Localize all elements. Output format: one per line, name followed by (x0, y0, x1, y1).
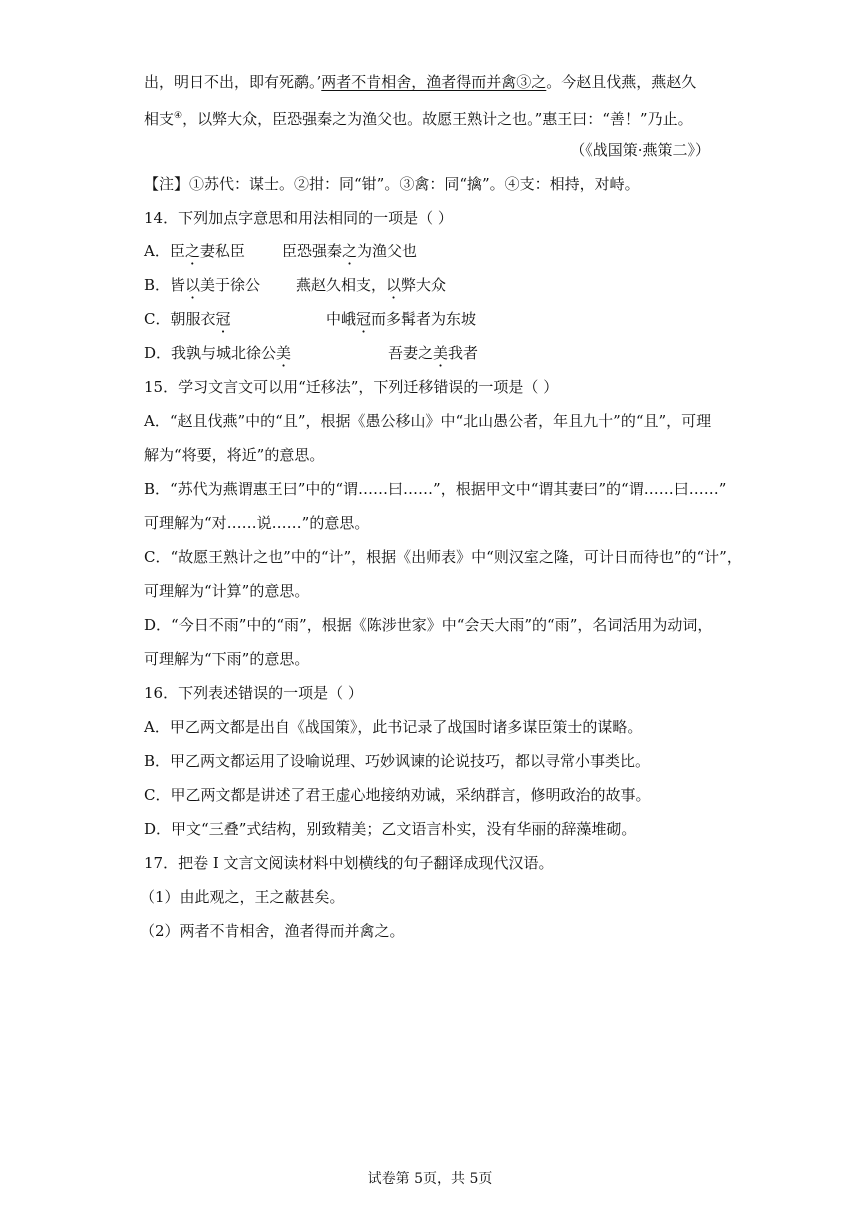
option-text: D．我孰与城北徐公 (144, 344, 277, 362)
q14-option-d (144, 343, 291, 363)
q15-option-b: B．“苏代为燕谓惠王曰”中的“谓……曰……”，根据甲文中“谓其妻曰”的“谓……曰……” (144, 480, 727, 498)
underlined-sentence: 两者不肯相舍，渔者得而并禽③之 (321, 73, 547, 91)
passage-text: 出，明日不出，即有死鹬。’ (144, 73, 322, 91)
q15-option-d-cont: 可理解为“下雨”的意思。 (144, 650, 310, 668)
notes: 【注】①苏代：谋士。②拑：同“钳”。③禽：同“擒”。④支：相持，对峙。 (144, 175, 640, 193)
q16-option-a: A．甲乙两文都是出自《战国策》，此书记录了战国时诸多谋臣策士的谋略。 (144, 718, 643, 736)
q15-option-a-cont: 解为“将要，将近”的意思。 (144, 446, 325, 464)
dotted-char: 冠 (356, 310, 372, 328)
option-text: 臣恐强秦 (282, 242, 343, 260)
option-text: 而多髯者为东坡 (371, 310, 477, 328)
q14-option-a (144, 241, 245, 261)
dotted-char: 冠 (215, 310, 231, 328)
passage-source: （《战国策·燕策二》） (570, 141, 710, 159)
question-17-stem: 17．把卷 I 文言文阅读材料中划横线的句子翻译成现代汉语。 (144, 854, 554, 872)
q14-option-a-compare (282, 241, 417, 261)
passage-text: 相支 (144, 110, 175, 128)
page-footer: 试卷第 5页，共 5页 (367, 1171, 493, 1187)
q14-option-c-compare (326, 309, 476, 329)
q17-sentence-1: （1）由此观之，王之蔽甚矣。 (140, 888, 345, 906)
option-text: 为渔父也 (357, 242, 418, 260)
footnote-marker: ④ (174, 111, 183, 121)
question-14-stem: 14．下列加点字意思和用法相同的一项是（ ） (144, 209, 453, 227)
dotted-char: 之 (342, 242, 358, 260)
option-text: 妻私臣 (199, 242, 245, 260)
dotted-char: 以 (386, 276, 402, 294)
q15-option-a: A．“赵且伐燕”中的“且”，根据《愚公移山》中“北山愚公者，年且九十”的“且”，可理 (144, 412, 712, 430)
q17-sentence-2: （2）两者不肯相舍，渔者得而并禽之。 (140, 922, 405, 940)
q14-option-b (144, 275, 260, 295)
q15-option-c: C．“故愿王熟计之也”中的“计”，根据《出师表》中“则汉室之隆，可计日而待也”的“计”， (144, 548, 742, 566)
q15-option-b-cont: 可理解为“对……说……”的意思。 (144, 514, 370, 532)
option-text: 弊大众 (401, 276, 447, 294)
option-text: 美于徐公 (200, 276, 261, 294)
option-text: A．臣 (144, 242, 185, 260)
passage-line-1 (144, 72, 696, 92)
option-text: 中峨 (326, 310, 357, 328)
q16-option-b: B．甲乙两文都运用了设喻说理、巧妙讽谏的论说技巧，都以寻常小事类比。 (144, 752, 651, 770)
q16-option-c: C．甲乙两文都是讲述了君王虚心地接纳劝诫，采纳群言，修明政治的故事。 (144, 786, 651, 804)
passage-text: ，以弊大众，臣恐强秦之为渔父也。故愿王熟计之也。”惠王曰：“善！”乃止。 (182, 110, 693, 128)
option-text: 燕赵久相支， (296, 276, 387, 294)
q15-option-c-cont: 可理解为“计算”的意思。 (144, 582, 310, 600)
q16-option-d: D．甲文“三叠”式结构，别致精美；乙文语言朴实，没有华丽的辞藻堆砌。 (144, 820, 637, 838)
dotted-char: 美 (433, 344, 449, 362)
passage-line-2 (144, 106, 693, 129)
q15-option-d: D．“今日不雨”中的“雨”，根据《陈涉世家》中“会天大雨”的“雨”，名词活用为动词， (144, 616, 713, 634)
q14-option-d-compare (388, 343, 478, 363)
question-15-stem: 15．学习文言文可以用“迁移法”，下列迁移错误的一项是（ ） (144, 378, 559, 396)
passage-text: 。今赵且伐燕，燕赵久 (546, 73, 697, 91)
question-16-stem: 16．下列表述错误的一项是（ ） (144, 684, 363, 702)
dotted-char: 以 (185, 276, 201, 294)
option-text: C．朝服衣 (144, 310, 216, 328)
option-text: 我者 (448, 344, 479, 362)
q14-option-c (144, 309, 231, 329)
dotted-char: 之 (184, 242, 200, 260)
q14-option-b-compare (296, 275, 446, 295)
option-text: B．皆 (144, 276, 186, 294)
dotted-char: 美 (276, 344, 292, 362)
option-text: 吾妻之 (388, 344, 434, 362)
